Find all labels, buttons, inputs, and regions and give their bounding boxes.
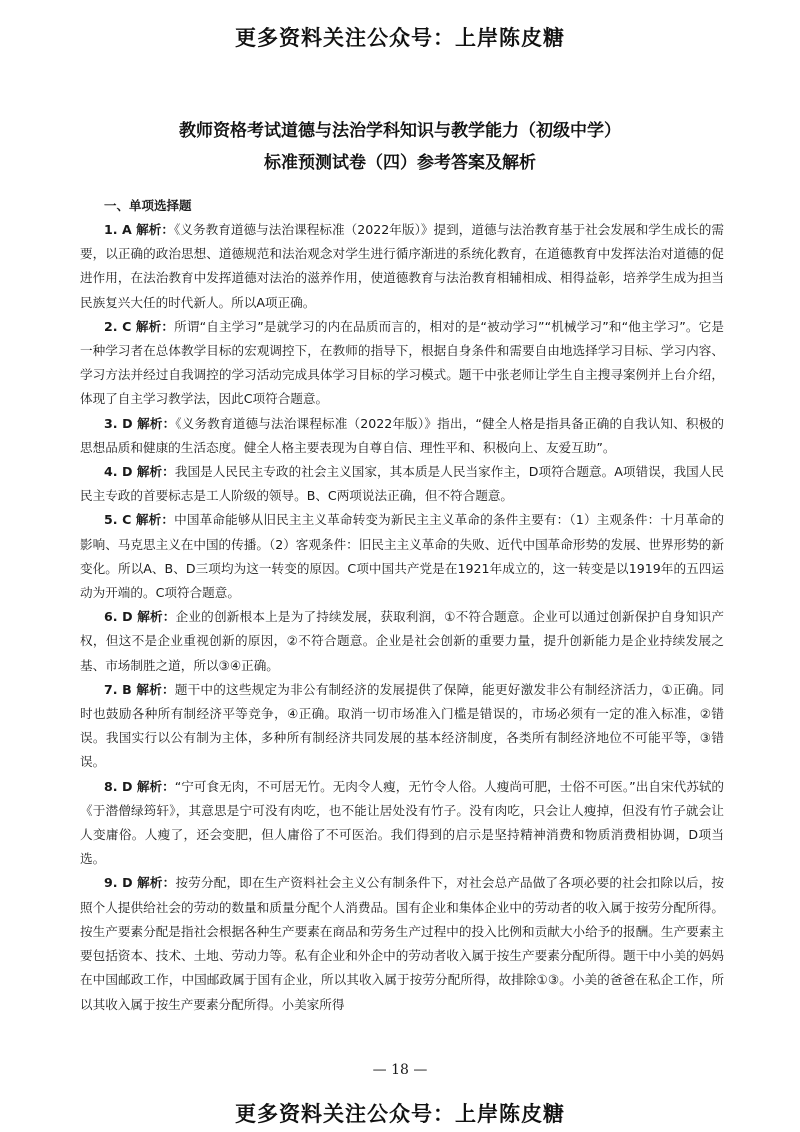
analysis-text: 企业的创新根本上是为了持续发展，获取利润，①不符合题意。企业可以通过创新保护自身知识产权，但这不是企业重视创新的原因，②不符合题意。企业是社会创新的重要力量，提升创新能力是企业持续发展之基、市场制胜之道，所以③④正确。 [80, 609, 725, 673]
question-item-5 [80, 508, 724, 605]
analysis-text: “宁可食无肉，不可居无竹。无肉令人瘦，无竹令人俗。人瘦尚可肥，士俗不可医。”出自宋代苏轼的《于潜僧绿筠轩》，其意思是宁可没有肉吃，也不能让居处没有竹子。没有肉吃，只会让人瘦掉，但没有竹子就会让人变庸俗。人瘦了，还会变肥，但人庸俗了不可医治。我们得到的启示是坚持精神消费和物质消费相协调，D项当选。 [80, 778, 725, 867]
answer-list [80, 218, 724, 1017]
question-number: 2. [104, 318, 118, 334]
question-number: 1. [104, 222, 118, 237]
question-number: 8. [104, 778, 118, 794]
question-item-6 [80, 605, 724, 678]
question-item-2 [80, 315, 724, 412]
answer-letter: D [122, 875, 133, 891]
question-item-7 [80, 678, 724, 775]
analysis-text: 《义务教育道德与法治课程标准（2022年版）》提到，道德与法治教育基于社会发展和学生成长的需要，以正确的政治思想、道德规范和法治观念对学生进行循序渐进的系统化教育，在道德教育中发挥法治对道德的促进作用，在法治教育中发挥道德对法治的滋养作用，使道德教育与法治教育相辅相成、相得益彰，培养学生成为担当民族复兴大任的时代新人。所以A项正确。 [80, 222, 724, 310]
answer-letter: C [122, 512, 132, 528]
analysis-text: 按劳分配，即在生产资料社会主义公有制条件下，对社会总产品做了各项必要的社会扣除以后，按照个人提供给社会的劳动的数量和质量分配个人消费品。国有企业和集体企业中的劳动者的收入属于按劳分配所得。按生产要素分配是指社会根据各种生产要素在商品和劳务生产过程中的投入比例和贡献大小给予的报酬。生产要素主要包括资本、技术、土地、劳动力等。私有企业和外企中的劳动者收入属于按生产要素分配所得。题干中小美的妈妈在中国邮政工作，中国邮政属于国有企业，所以其收入属于按劳分配所得，故排除①③。小美的爸爸在私企工作，所以其收入属于按生产要素分配所得。小美家所得 [80, 875, 725, 1012]
analysis-label: 解析： [136, 681, 175, 697]
answer-letter: C [122, 318, 132, 334]
document-title-line2: 标准预测试卷（四）参考答案及解析 [264, 153, 536, 173]
answer-letter: D [122, 609, 133, 625]
analysis-text: 所谓“自主学习”是就学习的内在品质而言的，相对的是“被动学习”“机械学习”和“他主学习”。它是一种学习者在总体教学目标的宏观调控下，在教师的指导下，根据自身条件和需要自由地选择学习目标、学习内容、学习方法并经过自我调控的学习活动完成具体学习目标的学习模式。题干中张老师让学生自主搜寻案例并上台介绍，体现了自主学习教学法，因此C项符合题意。 [80, 318, 724, 407]
document-title-line1: 教师资格考试道德与法治学科知识与教学能力（初级中学） [179, 121, 621, 141]
analysis-label: 解析： [137, 609, 176, 625]
question-number: 9. [104, 875, 118, 891]
analysis-label: 解析： [137, 875, 176, 891]
analysis-label: 解析： [135, 318, 175, 334]
section-heading: 一、单项选择题 [104, 198, 192, 213]
analysis-text: 中国革命能够从旧民主主义革命转变为新民主主义革命的条件主要有：（1）主观条件：十月革命的影响、马克思主义在中国的传播。（2）客观条件：旧民主主义革命的失败、近代中国革命形势的发展、世界形势的新变化。所以A、B、D三项均为这一转变的原因。C项中国共产党是在1921年成立的，这一转变是以1919年的五四运动为开端的。C项符合题意。 [80, 512, 725, 601]
question-number: 5. [104, 512, 118, 528]
analysis-label: 解析： [137, 415, 176, 431]
answer-letter: D [121, 778, 133, 794]
answer-letter: B [122, 681, 132, 697]
answer-letter: D [122, 415, 133, 431]
question-number: 4. [104, 464, 118, 480]
question-item-9 [80, 871, 724, 1016]
analysis-label: 解析： [135, 512, 175, 528]
answer-letter: D [122, 464, 133, 480]
analysis-label: 解析： [136, 778, 175, 794]
analysis-text: 我国是人民民主专政的社会主义国家，其本质是人民当家作主，D项符合题意。A项错误，我国人民民主专政的首要标志是工人阶级的领导。B、C两项说法正确，但不符合题意。 [80, 464, 724, 504]
top-watermark: 更多资料关注公众号：上岸陈皮糖 [235, 26, 565, 50]
question-item-3 [80, 412, 724, 460]
question-number: 3. [104, 415, 118, 431]
analysis-label: 解析： [136, 464, 175, 480]
question-number: 6. [104, 609, 118, 625]
question-number: 7. [104, 681, 118, 697]
page-number: — 18 — [372, 1062, 428, 1078]
question-item-8 [80, 775, 724, 872]
answer-letter: A [121, 222, 132, 237]
question-item-4 [80, 460, 724, 508]
question-item-1 [80, 218, 724, 315]
analysis-text: 题干中的这些规定为非公有制经济的发展提供了保障，能更好激发非公有制经济活力，①正确。同时也鼓励各种所有制经济平等竞争，④正确。取消一切市场准入门槛是错误的，市场必须有一定的准入标准，②错误。我国实行以公有制为主体，多种所有制经济共同发展的基本经济制度，各类所有制经济地位不可能平等，③错误。 [80, 681, 725, 770]
analysis-text: 《义务教育道德与法治课程标准（2022年版）》指出，“健全人格是指具备正确的自我认知、积极的思想品质和健康的生活态度。健全人格主要表现为自尊自信、理性平和、积极向上、友爱互助”。 [80, 415, 725, 455]
bottom-watermark: 更多资料关注公众号：上岸陈皮糖 [235, 1102, 565, 1126]
analysis-label: 解析： [136, 222, 175, 237]
